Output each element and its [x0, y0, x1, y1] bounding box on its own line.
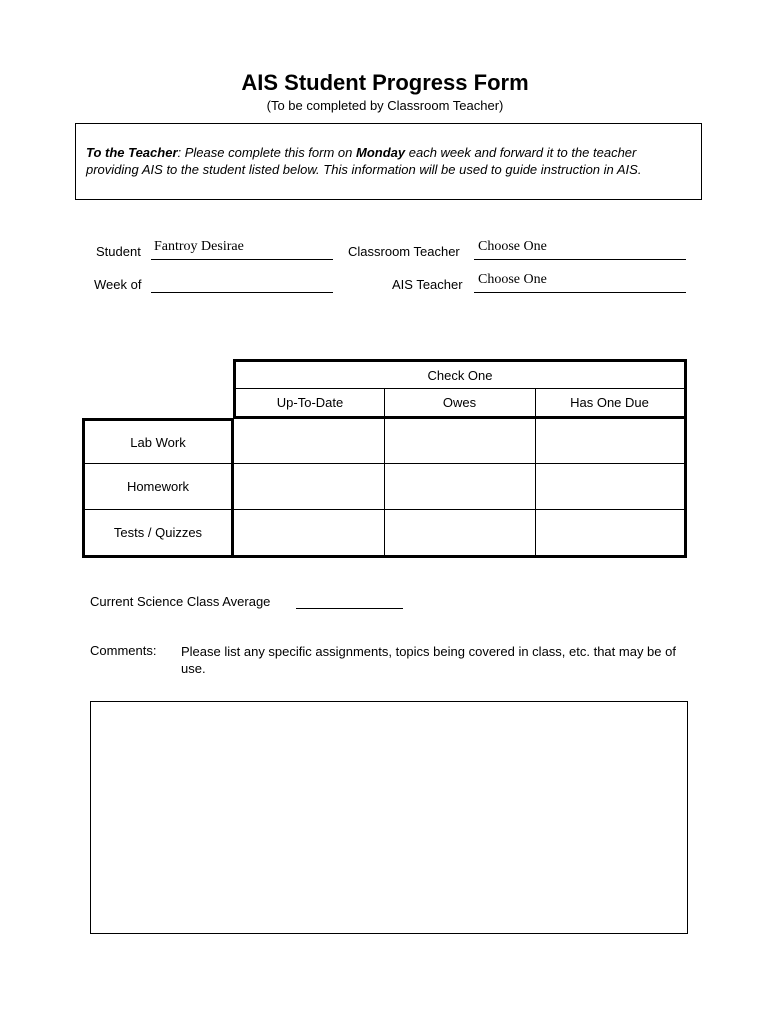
- comments-label: Comments:: [90, 643, 157, 658]
- page-title: AIS Student Progress Form: [241, 70, 529, 95]
- column-header-label: Owes: [442, 394, 477, 410]
- notice-text-1: : Please complete this form on: [177, 145, 356, 160]
- week-of-label: Week of: [94, 277, 142, 292]
- student-label: Student: [96, 244, 141, 259]
- comments-instructions: Please list any specific assignments, topics being covered in class, etc. that may be of use.: [181, 644, 676, 676]
- comments-text: [91, 702, 687, 718]
- row-label-homework: [82, 463, 234, 510]
- ais-teacher-underline: [474, 292, 686, 293]
- row-label-tests-quizzes: [82, 509, 234, 558]
- check-one-label: Check One: [427, 367, 493, 383]
- check-cell-tests-has-one-due[interactable]: [535, 509, 687, 558]
- comments-box[interactable]: [90, 701, 688, 934]
- student-field[interactable]: Fantroy Desirae: [154, 239, 244, 254]
- week-of-underline: [151, 292, 333, 293]
- column-header-owes: [384, 388, 536, 419]
- class-average-underline: [296, 608, 403, 609]
- check-cell-homework-has-one-due[interactable]: [535, 463, 687, 510]
- row-label-lab-work: [82, 418, 234, 464]
- classroom-teacher-underline: [474, 259, 686, 260]
- column-header-label: Has One Due: [570, 394, 649, 410]
- check-cell-homework-owes[interactable]: [384, 463, 536, 510]
- classroom-teacher-label: Classroom Teacher: [348, 244, 460, 259]
- check-cell-tests-up-to-date[interactable]: [233, 509, 385, 558]
- row-label: Homework: [126, 478, 190, 494]
- check-cell-lab-work-up-to-date[interactable]: [233, 418, 385, 464]
- column-header-has-one-due: [535, 388, 687, 419]
- column-header-up-to-date: [233, 388, 385, 419]
- check-one-header: [233, 359, 687, 389]
- row-label: Tests / Quizzes: [113, 524, 203, 540]
- student-underline: [151, 259, 333, 260]
- notice-lead: To the Teacher: [86, 145, 178, 160]
- class-average-label: Current Science Class Average: [90, 594, 271, 609]
- page-subtitle: (To be completed by Classroom Teacher): [266, 98, 504, 113]
- check-cell-lab-work-owes[interactable]: [384, 418, 536, 464]
- row-label: Lab Work: [130, 434, 186, 450]
- check-cell-homework-up-to-date[interactable]: [233, 463, 385, 510]
- notice-emphasis: Monday: [356, 145, 406, 160]
- notice-text-2: each week and forward it to the teacher providing AIS to the student listed below. This information will be used to guide instruction in AIS.: [86, 145, 642, 177]
- teacher-notice: [75, 123, 702, 200]
- classroom-teacher-select[interactable]: Choose One: [478, 239, 547, 254]
- check-cell-lab-work-has-one-due[interactable]: [535, 418, 687, 464]
- check-cell-tests-owes[interactable]: [384, 509, 536, 558]
- ais-teacher-label: AIS Teacher: [392, 277, 463, 292]
- column-header-label: Up-To-Date: [276, 394, 344, 410]
- ais-teacher-select[interactable]: Choose One: [478, 272, 547, 287]
